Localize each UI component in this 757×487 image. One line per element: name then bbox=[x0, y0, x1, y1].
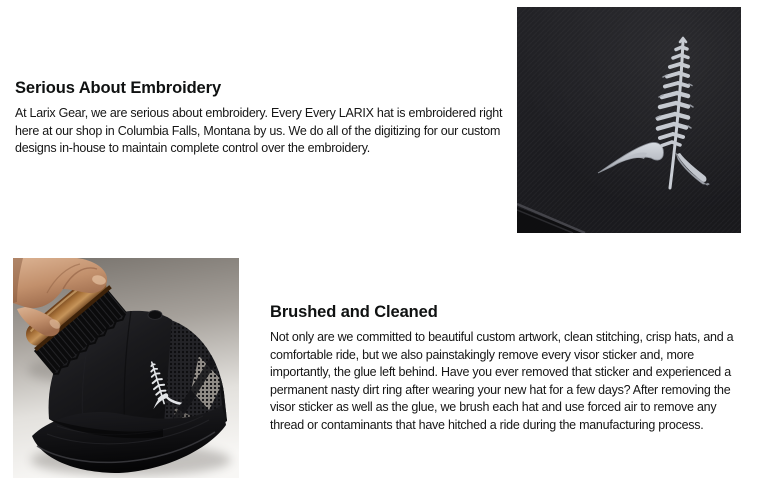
section-heading: Serious About Embroidery bbox=[15, 79, 222, 97]
hat-brushing-illustration bbox=[13, 258, 239, 478]
hat-top-button bbox=[148, 311, 162, 320]
section-embroidery-text bbox=[15, 79, 512, 158]
section-heading: Brushed and Cleaned bbox=[270, 303, 438, 321]
embroidery-closeup-illustration bbox=[517, 7, 741, 233]
section-brushed-text bbox=[270, 303, 747, 434]
hat-brushing-photo bbox=[13, 258, 239, 478]
section-paragraph: At Larix Gear, we are serious about embroidery. Every Every LARIX hat is embroidered right here at our shop in Columbia Falls, Montana by us. We do all of the digitizing for our custom designs in-house to maintain complete control over the embroidery. bbox=[15, 106, 503, 155]
embroidery-closeup-photo bbox=[517, 7, 741, 233]
section-paragraph: Not only are we committed to beautiful custom artwork, clean stitching, crisp hats, and a comfortable ride, but we also painstakingly remove every visor sticker and, more importantly, the glue left behind. Have you ever removed that sticker and experienced a permanent nasty dirt ring after wearing your new hat for a few days? After removing the visor sticker as well as the glue, we brush each hat and use forced air to remove any thread or contaminants that have hitched a ride during the manufacturing process. bbox=[270, 330, 734, 432]
